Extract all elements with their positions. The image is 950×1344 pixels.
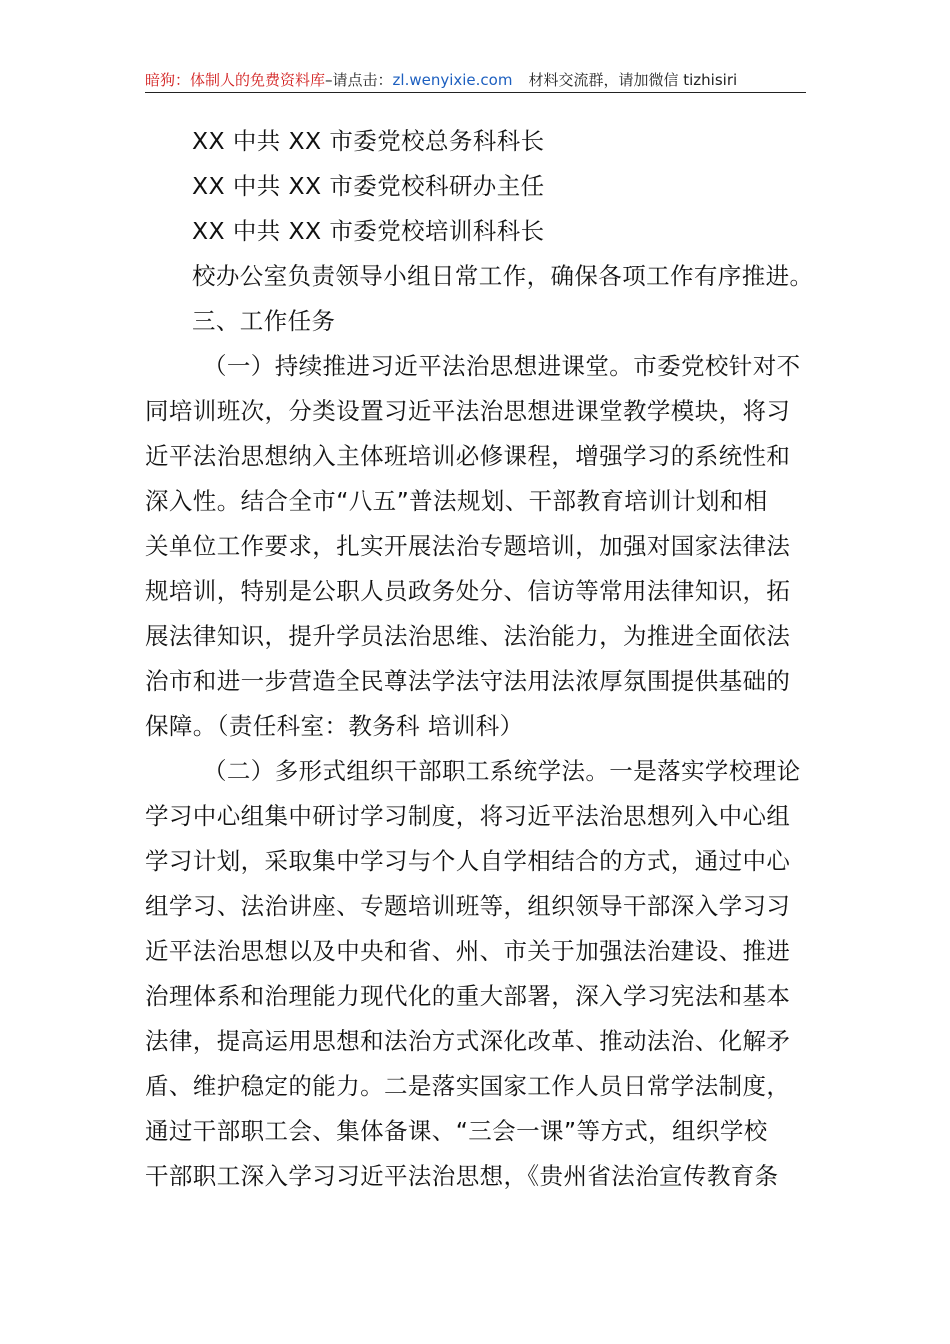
body-line: 深入性。结合全市“八五”普法规划、干部教育培训计划和相	[145, 487, 768, 515]
body-line: 规培训，特别是公职人员政务处分、信访等常用法律知识，拓	[145, 577, 791, 605]
page-header	[145, 68, 806, 93]
body-line: 通过干部职工会、集体备课、“三会一课”等方式，组织学校	[145, 1117, 768, 1145]
body-line: 保障。（责任科室：教务科 培训科）	[145, 712, 524, 740]
section-heading: 三、工作任务	[192, 307, 336, 335]
body-line: 治市和进一步营造全民尊法学法守法用法浓厚氛围提供基础的	[145, 667, 791, 695]
body-line: 近平法治思想以及中央和省、州、市关于加强法治建设、推进	[145, 937, 791, 965]
body-line: 学习计划，采取集中学习与个人自学相结合的方式，通过中心	[145, 847, 791, 875]
body-line: 治理体系和治理能力现代化的重大部署，深入学习宪法和基本	[145, 982, 791, 1010]
body-line: 关单位工作要求，扎实开展法治专题培训，加强对国家法律法	[145, 532, 791, 560]
header-url-link[interactable]: zl.wenyixie.com	[392, 71, 513, 89]
header-group-note: 材料交流群，请加微信 tizhisiri	[528, 71, 738, 89]
body-line: 法律，提高运用思想和法治方式深化改革、推动法治、化解矛	[145, 1027, 791, 1055]
body-line: 展法律知识，提升学员法治思维、法治能力，为推进全面依法	[145, 622, 791, 650]
header-click-prefix: –请点击：	[325, 71, 393, 89]
body-line: 学习中心组集中研讨学习制度，将习近平法治思想列入中心组	[145, 802, 791, 830]
body-line: 同培训班次，分类设置习近平法治思想进课堂教学模块，将习	[145, 397, 791, 425]
body-line: 近平法治思想纳入主体班培训必修课程，增强学习的系统性和	[145, 442, 791, 470]
body-line: XX 中共 XX 市委党校总务科科长	[192, 127, 545, 155]
body-line: （一）持续推进习近平法治思想进课堂。市委党校针对不	[203, 352, 801, 380]
body-line: XX 中共 XX 市委党校培训科科长	[192, 217, 545, 245]
body-line: XX 中共 XX 市委党校科研办主任	[192, 172, 545, 200]
body-line: 盾、维护稳定的能力。二是落实国家工作人员日常学法制度，	[145, 1072, 791, 1100]
body-line: 校办公室负责领导小组日常工作，确保各项工作有序推进。	[192, 262, 814, 290]
body-line: （二）多形式组织干部职工系统学法。一是落实学校理论	[203, 757, 801, 785]
body-line: 干部职工深入学习习近平法治思想，《贵州省法治宣传教育条	[145, 1162, 779, 1190]
body-line: 组学习、法治讲座、专题培训班等，组织领导干部深入学习习	[145, 892, 791, 920]
header-brand: 暗狗：体制人的免费资料库	[145, 71, 326, 89]
